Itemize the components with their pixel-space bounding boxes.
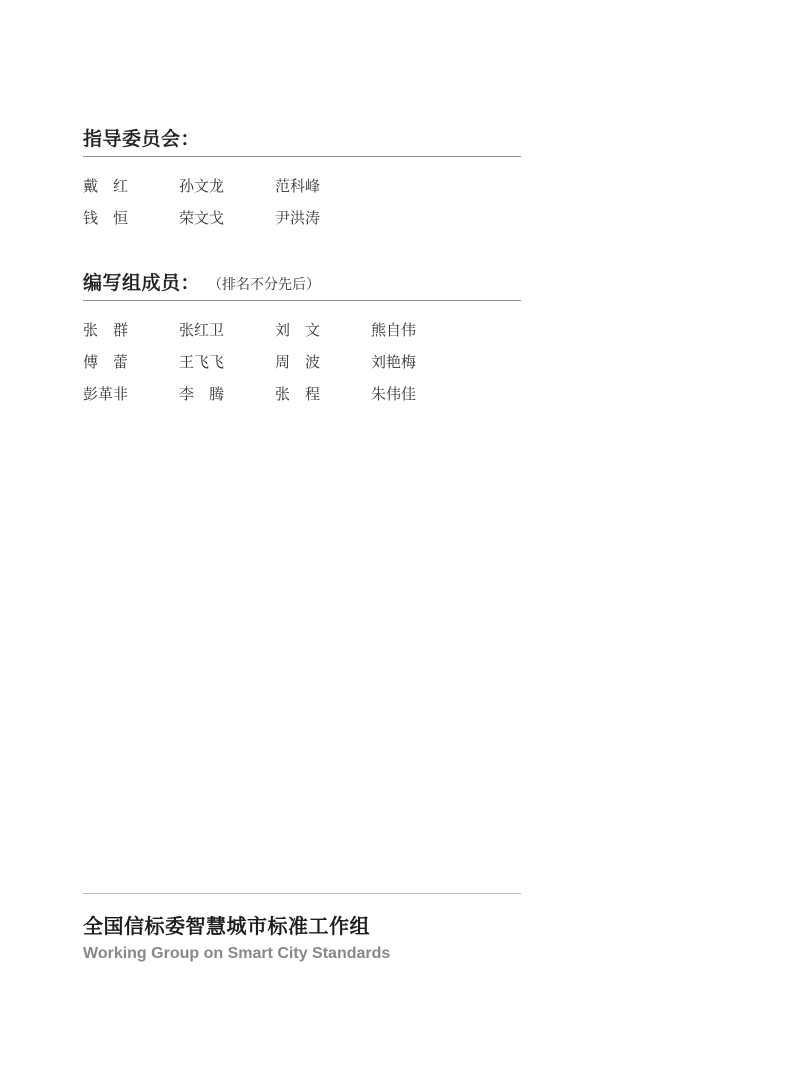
member-name: 王飞飞 (179, 352, 225, 371)
member-name: 彭革非 (83, 384, 129, 403)
member-name: 范科峰 (275, 176, 321, 195)
member-name: 孙文龙 (179, 176, 225, 195)
organization-footer (83, 893, 521, 963)
member-name: 戴 红 (83, 176, 129, 195)
member-name: 荣文戈 (179, 208, 225, 227)
member-name: 钱 恒 (83, 208, 129, 227)
steering-committee-section (83, 124, 521, 233)
name-row (83, 201, 521, 233)
member-name: 尹洪涛 (275, 208, 321, 227)
name-row (83, 169, 521, 201)
member-name: 李 腾 (179, 384, 225, 403)
organization-name-en: Working Group on Smart City Standards (83, 945, 391, 962)
member-name: 刘 文 (275, 320, 321, 339)
writing-group-section (83, 268, 521, 409)
name-row (83, 345, 521, 377)
writing-group-title: 编写组成员： (83, 272, 201, 294)
writing-group-names (83, 313, 521, 409)
member-name: 朱伟佳 (371, 384, 417, 403)
member-name: 熊自伟 (371, 320, 417, 339)
name-row (83, 377, 521, 409)
organization-name-cn: 全国信标委智慧城市标准工作组 (83, 914, 370, 938)
member-name: 张 程 (275, 384, 321, 403)
steering-committee-header (83, 124, 521, 157)
member-name: 傅 蕾 (83, 352, 129, 371)
member-name: 张 群 (83, 320, 129, 339)
writing-group-header (83, 268, 521, 301)
member-name: 刘艳梅 (371, 352, 417, 371)
steering-committee-title: 指导委员会： (83, 128, 201, 150)
member-name: 周 波 (275, 352, 321, 371)
ordering-note: （排名不分先后） (208, 277, 321, 293)
name-row (83, 313, 521, 345)
member-name: 张红卫 (179, 320, 225, 339)
steering-committee-names (83, 169, 521, 233)
